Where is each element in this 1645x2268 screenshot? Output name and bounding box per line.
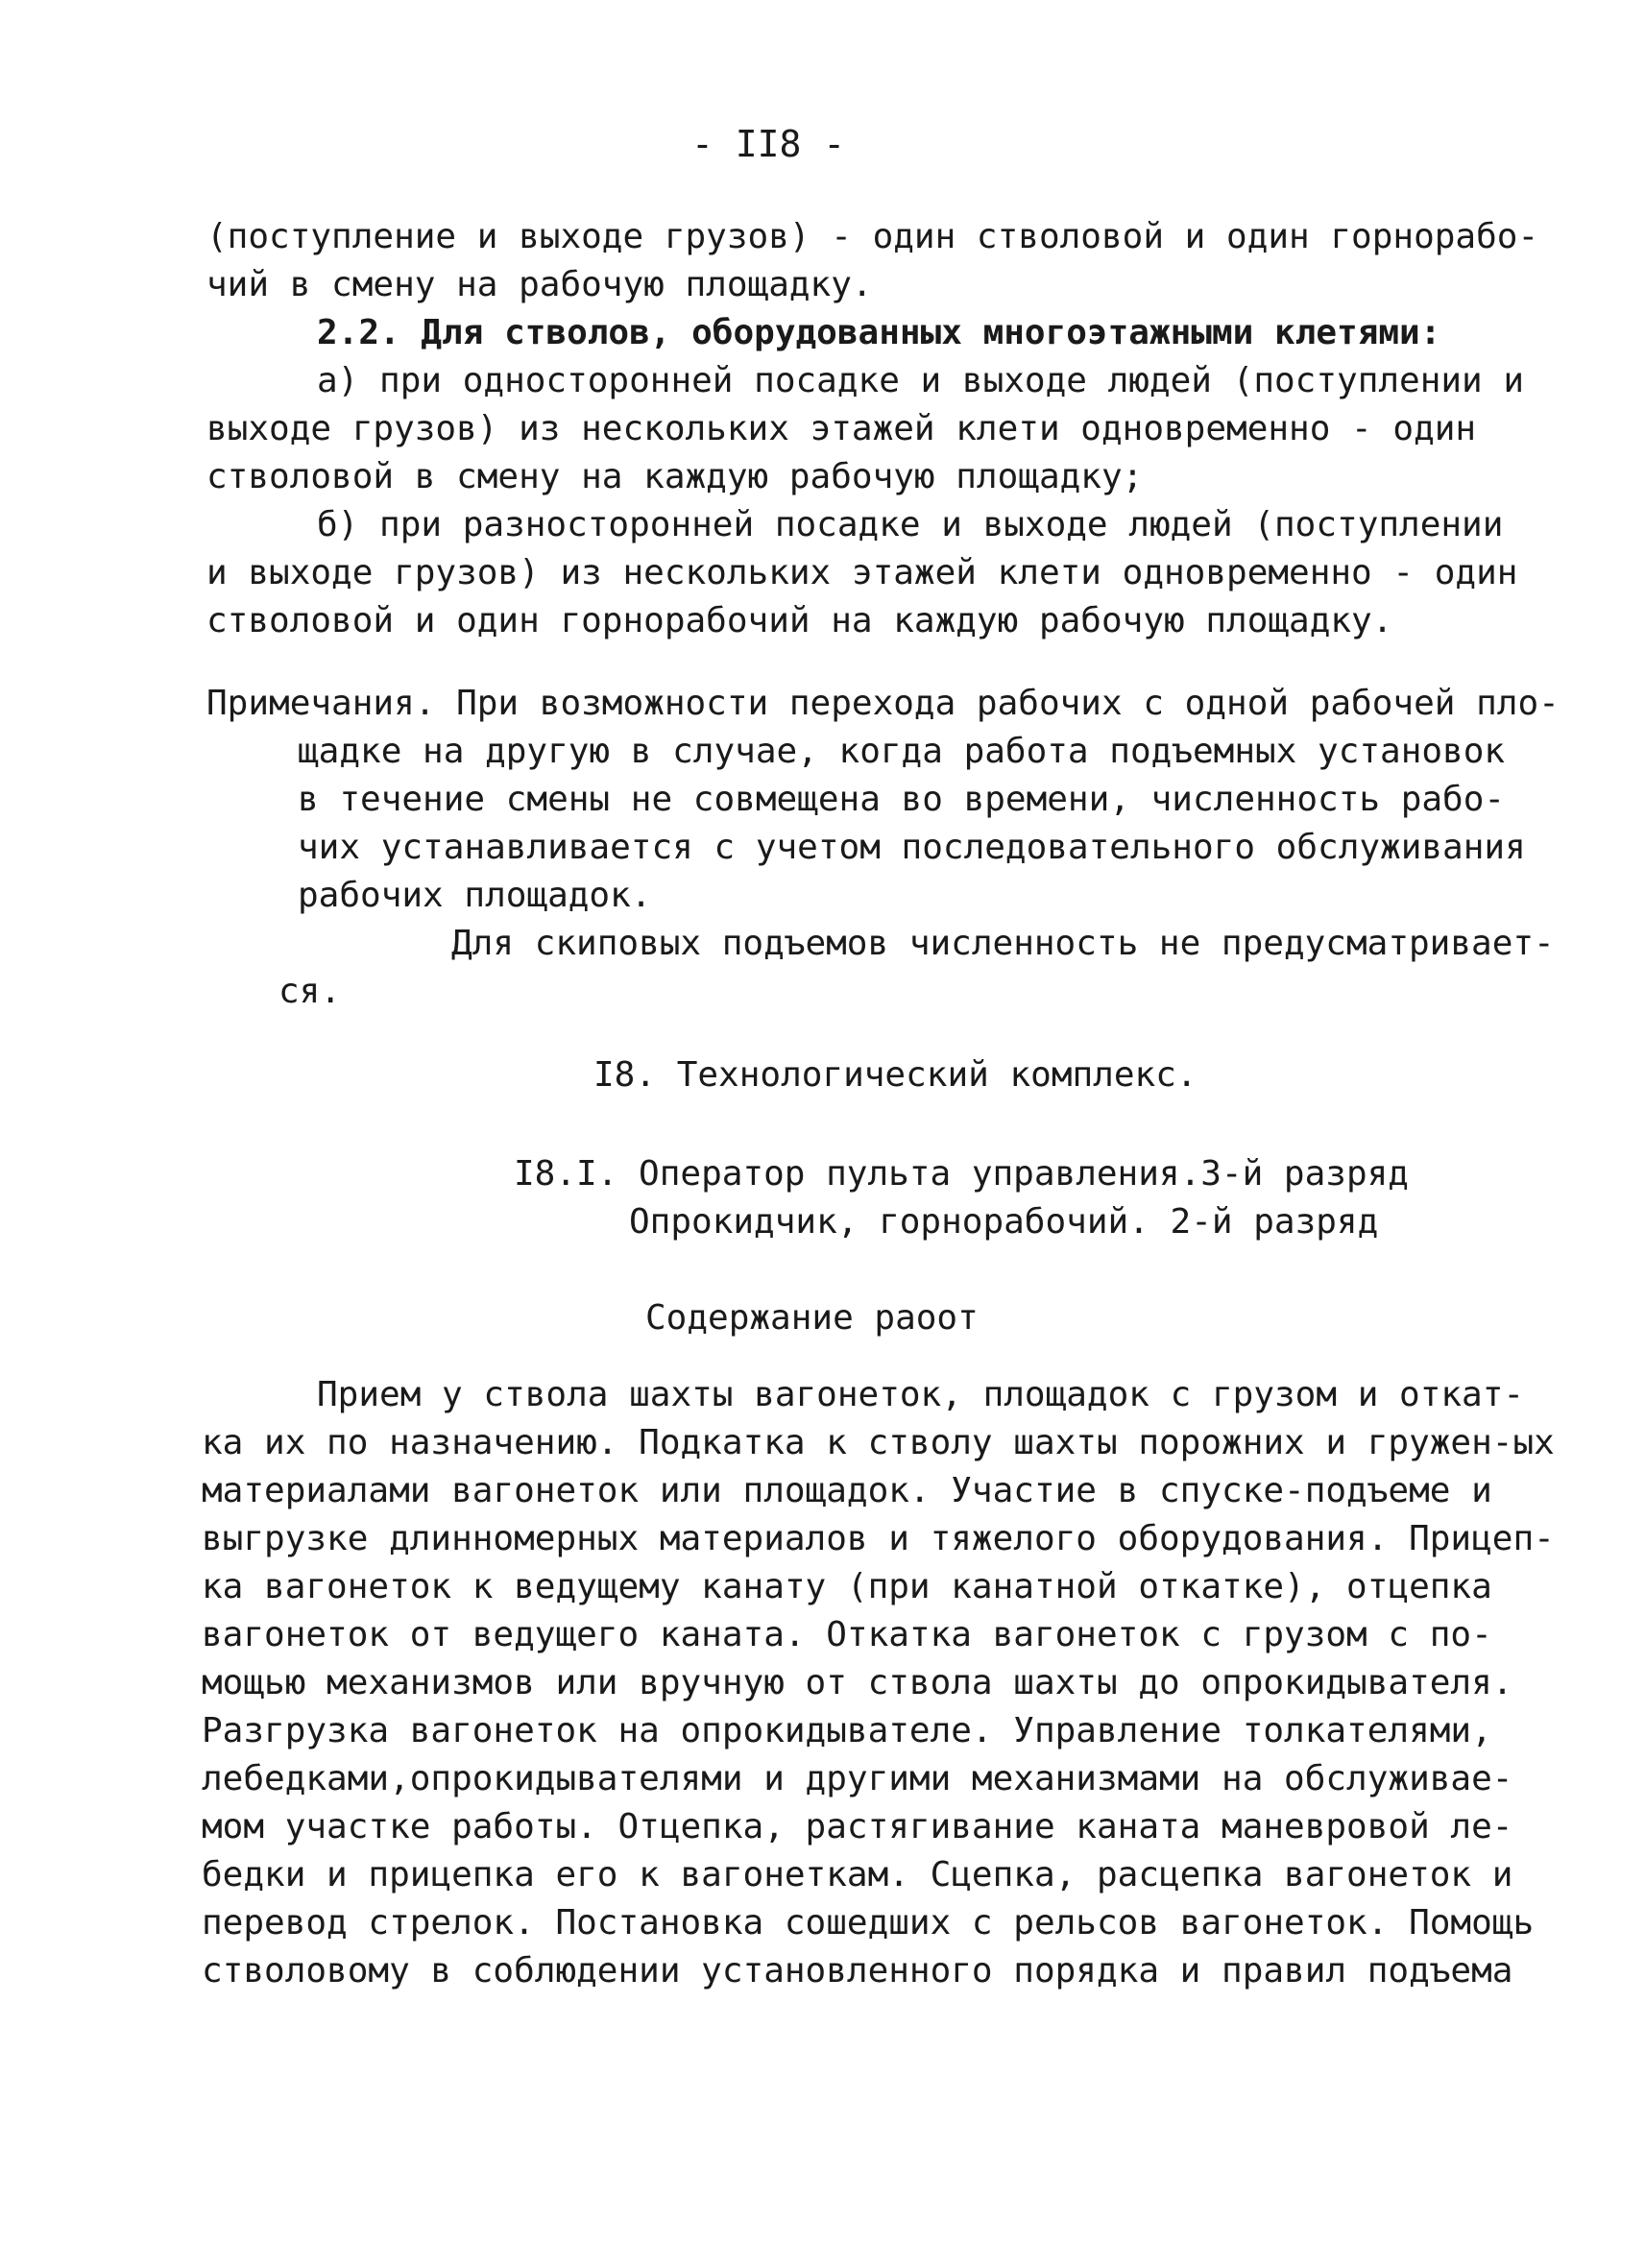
work-line-5: ка вагонеток к ведущему канату (при канатной откатке), отцепка bbox=[202, 1567, 1492, 1606]
work-line-10: мом участке работы. Отцепка, растягивание каната маневровой ле- bbox=[202, 1807, 1513, 1846]
work-line-4: выгрузке длинномерных материалов и тяжелого оборудования. Прицеп- bbox=[202, 1519, 1555, 1558]
item-b-line-2: и выходе грузов) из нескольких этажей клети одновременно - один bbox=[206, 553, 1518, 592]
work-line-7: мощью механизмов или вручную от ствола шахты до опрокидывателя. bbox=[202, 1663, 1513, 1702]
notes-line-2: щадке на другую в случае, когда работа подъемных установок bbox=[298, 732, 1506, 771]
notes-line-4: чих устанавливается с учетом последовательного обслуживания bbox=[298, 828, 1526, 867]
work-line-9: лебедками,опрокидывателями и другими механизмами на обслуживае- bbox=[202, 1759, 1513, 1798]
item-b-line-3: стволовой и один горнорабочий на каждую рабочую площадку. bbox=[206, 601, 1393, 640]
work-line-6: вагонеток от ведущего каната. Откатка вагонеток с грузом с по- bbox=[202, 1615, 1492, 1654]
notes-line-1: Примечания. При возможности перехода рабочих с одной рабочей пло- bbox=[206, 684, 1560, 723]
item-a-line-2: выходе грузов) из нескольких этажей клети одновременно - один bbox=[206, 409, 1477, 448]
notes-skip-line-2: ся. bbox=[278, 972, 342, 1011]
item-a-line-3: стволовой в смену на каждую рабочую площадку; bbox=[206, 457, 1144, 496]
notes-line-5: рабочих площадок. bbox=[298, 876, 652, 915]
work-line-12: перевод стрелок. Постановка сошедших с рельсов вагонеток. Помощь bbox=[202, 1903, 1535, 1942]
work-line-1: Прием у ствола шахты вагонеток, площадок с грузом и откат- bbox=[317, 1375, 1525, 1414]
notes-line-3: в течение смены не совмещена во времени, численность рабо- bbox=[298, 780, 1506, 819]
item-a-line-1: а) при односторонней посадке и выходе людей (поступлении и bbox=[317, 361, 1525, 400]
work-line-11: бедки и прицепка его к вагонеткам. Сцепка, расцепка вагонеток и bbox=[202, 1855, 1513, 1894]
section-2-2-heading: 2.2. Для стволов, оборудованных многоэтажными клетями: bbox=[317, 313, 1441, 352]
item-b-line-1: б) при разносторонней посадке и выходе людей (поступлении bbox=[317, 505, 1504, 544]
work-line-2: ка их по назначению. Подкатка к стволу шахты порожних и гружен-ых bbox=[202, 1423, 1555, 1462]
intro-line-2: чий в смену на рабочую площадку. bbox=[206, 265, 873, 304]
content-heading: Содержание раоот bbox=[645, 1298, 979, 1338]
subsection-18-1-line-1: I8.I. Оператор пульта управления.3-й разряд bbox=[514, 1154, 1409, 1194]
page-number: - II8 - bbox=[691, 123, 846, 165]
intro-line-1: (поступление и выходе грузов) - один стволовой и один горнорабо- bbox=[206, 217, 1539, 256]
work-line-8: Разгрузка вагонеток на опрокидывателе. Управление толкателями, bbox=[202, 1711, 1492, 1750]
work-line-13: стволовому в соблюдении установленного порядка и правил подъема bbox=[202, 1951, 1513, 1991]
section-18-heading: I8. Технологический комплекс. bbox=[593, 1055, 1197, 1095]
notes-skip-line-1: Для скиповых подъемов численность не предусматривает- bbox=[451, 924, 1555, 963]
work-line-3: материалами вагонеток или площадок. Участие в спуске-подъеме и bbox=[202, 1471, 1492, 1510]
subsection-18-1-line-2: Опрокидчик, горнорабочий. 2-й разряд bbox=[629, 1202, 1379, 1242]
